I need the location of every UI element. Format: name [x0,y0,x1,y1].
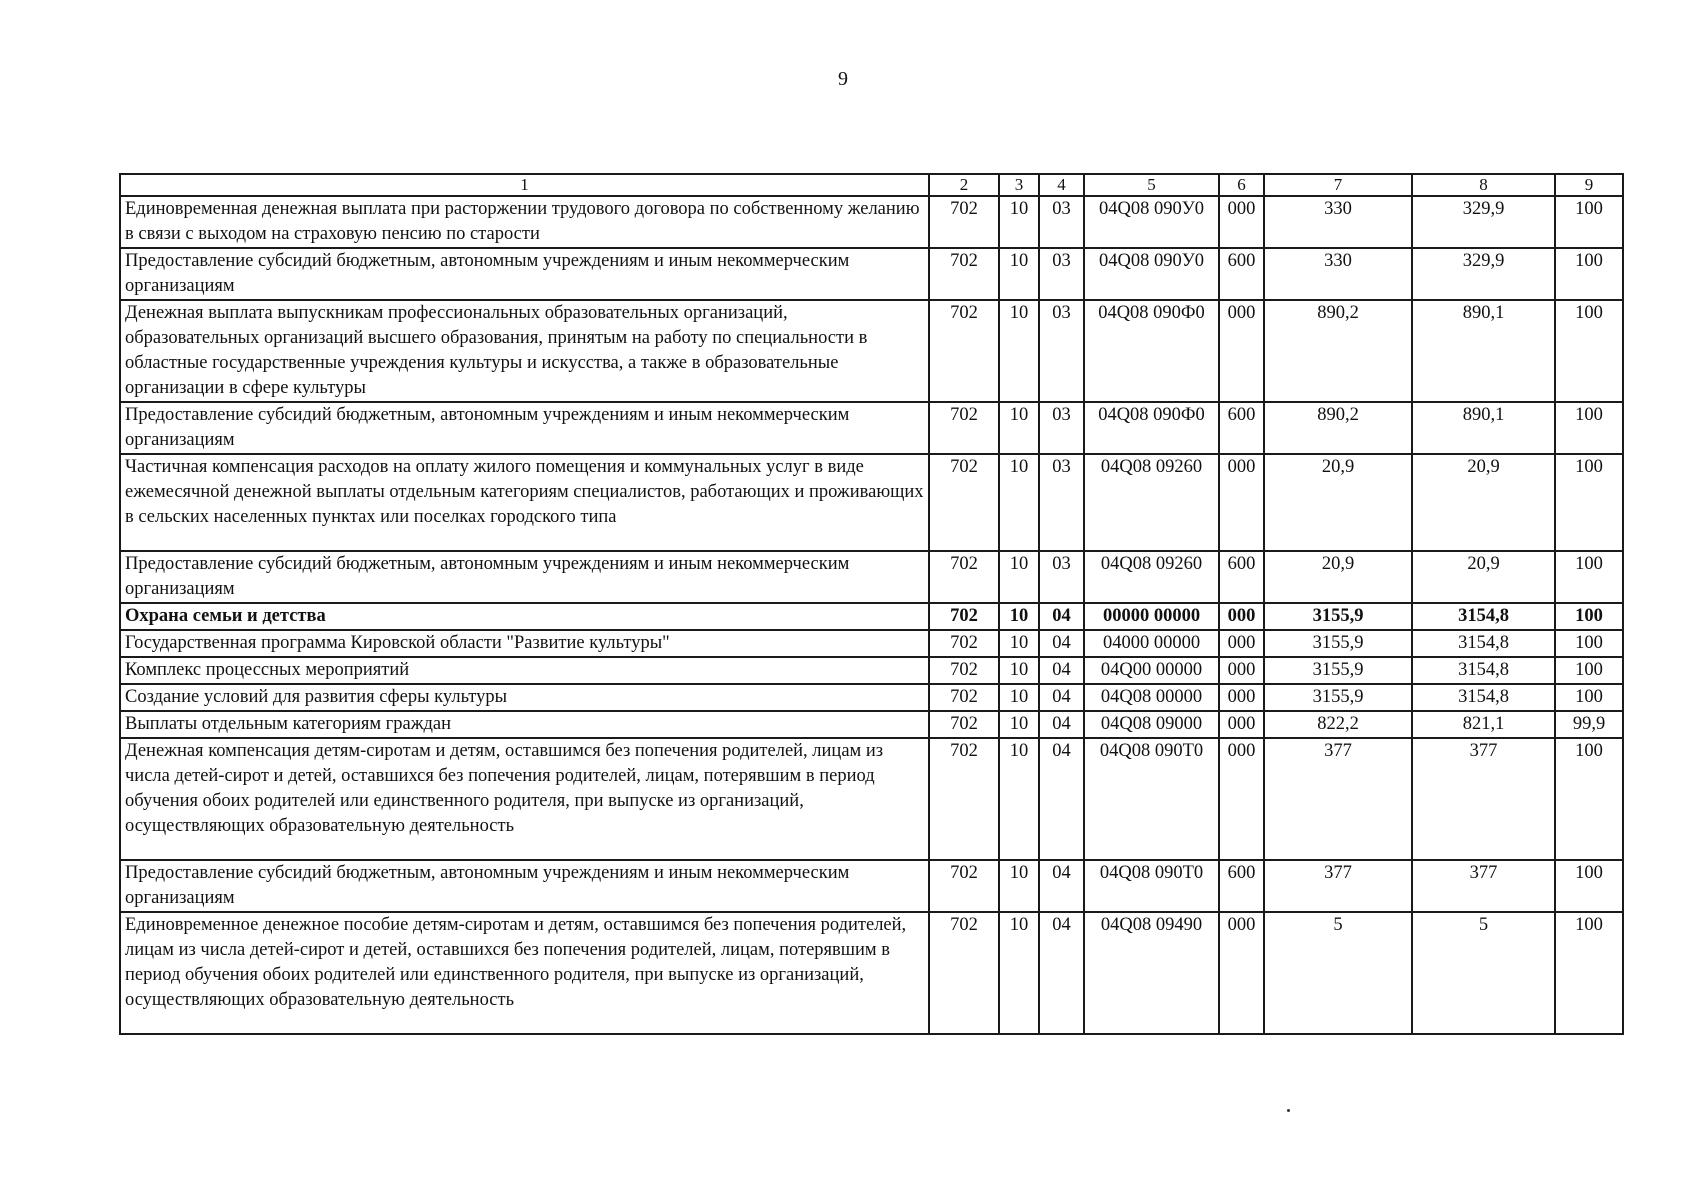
table-row [120,860,1623,912]
row-name: Выплаты отдельным категориям граждан [120,711,929,738]
row-section-code: 10 [999,402,1039,454]
row-expense-type-code: 600 [1219,402,1264,454]
row-target-code: 04Q08 090Ф0 [1084,300,1219,402]
row-planned-amount: 330 [1264,196,1412,248]
row-target-code: 04Q08 090Т0 [1084,860,1219,912]
row-name: Частичная компенсация расходов на оплату жилого помещения и коммунальных услуг в виде ежемесячной денежной выплаты отдельным категориям специалистов, работающих и проживающих в сельских населенных пунктах или поселках городского типа [120,454,929,551]
table-row [120,248,1623,300]
row-subsection-code: 04 [1039,657,1084,684]
row-target-code: 04Q08 090Ф0 [1084,402,1219,454]
row-name: Охрана семьи и детства [120,603,929,630]
row-target-code: 04Q08 090Т0 [1084,738,1219,860]
table-row [120,738,1623,860]
row-subsection-code: 04 [1039,630,1084,657]
row-percent: 100 [1555,300,1623,402]
table-row [120,657,1623,684]
page-number: 9 [838,68,848,90]
table-row [120,300,1623,402]
row-ministry-code: 702 [929,603,999,630]
row-subsection-code: 04 [1039,912,1084,1034]
row-actual-amount: 3154,8 [1412,603,1555,630]
row-target-code: 04Q08 090У0 [1084,248,1219,300]
row-name: Единовременная денежная выплата при расторжении трудового договора по собственному желанию в связи с выходом на страховую пенсию по старости [120,196,929,248]
row-subsection-code: 04 [1039,860,1084,912]
row-expense-type-code: 600 [1219,248,1264,300]
row-expense-type-code: 000 [1219,738,1264,860]
budget-table [119,173,1624,1035]
row-target-code: 00000 00000 [1084,603,1219,630]
row-section-code: 10 [999,738,1039,860]
row-planned-amount: 377 [1264,860,1412,912]
row-expense-type-code: 000 [1219,912,1264,1034]
row-percent: 100 [1555,738,1623,860]
row-target-code: 04Q08 00000 [1084,684,1219,711]
row-percent: 100 [1555,454,1623,551]
row-percent: 100 [1555,248,1623,300]
header-cell: 2 [929,174,999,196]
row-subsection-code: 03 [1039,196,1084,248]
row-subsection-code: 04 [1039,684,1084,711]
row-section-code: 10 [999,300,1039,402]
row-ministry-code: 702 [929,454,999,551]
row-percent: 100 [1555,551,1623,603]
row-planned-amount: 377 [1264,738,1412,860]
row-section-code: 10 [999,630,1039,657]
row-expense-type-code: 600 [1219,860,1264,912]
row-ministry-code: 702 [929,300,999,402]
row-section-code: 10 [999,248,1039,300]
row-subsection-code: 03 [1039,454,1084,551]
row-name: Комплекс процессных мероприятий [120,657,929,684]
row-percent: 100 [1555,684,1623,711]
row-expense-type-code: 000 [1219,711,1264,738]
row-section-code: 10 [999,860,1039,912]
header-cell: 9 [1555,174,1623,196]
row-subsection-code: 04 [1039,603,1084,630]
row-name: Предоставление субсидий бюджетным, автономным учреждениям и иным некоммерческим организациям [120,860,929,912]
header-cell: 5 [1084,174,1219,196]
scan-speck [1287,1109,1290,1112]
row-actual-amount: 20,9 [1412,551,1555,603]
row-name: Предоставление субсидий бюджетным, автономным учреждениям и иным некоммерческим организациям [120,248,929,300]
row-ministry-code: 702 [929,630,999,657]
row-planned-amount: 330 [1264,248,1412,300]
header-cell: 1 [120,174,929,196]
row-expense-type-code: 000 [1219,630,1264,657]
row-actual-amount: 890,1 [1412,402,1555,454]
row-section-code: 10 [999,684,1039,711]
row-planned-amount: 890,2 [1264,402,1412,454]
row-percent: 99,9 [1555,711,1623,738]
row-target-code: 04Q08 09000 [1084,711,1219,738]
row-percent: 100 [1555,603,1623,630]
row-ministry-code: 702 [929,860,999,912]
row-section-code: 10 [999,196,1039,248]
row-actual-amount: 3154,8 [1412,630,1555,657]
row-actual-amount: 890,1 [1412,300,1555,402]
table-row [120,912,1623,1034]
row-section-code: 10 [999,603,1039,630]
row-actual-amount: 5 [1412,912,1555,1034]
row-section-code: 10 [999,551,1039,603]
row-actual-amount: 377 [1412,860,1555,912]
row-subsection-code: 04 [1039,711,1084,738]
row-section-code: 10 [999,657,1039,684]
row-target-code: 04Q08 09490 [1084,912,1219,1034]
row-ministry-code: 702 [929,684,999,711]
row-expense-type-code: 000 [1219,300,1264,402]
row-subsection-code: 03 [1039,300,1084,402]
row-ministry-code: 702 [929,711,999,738]
row-expense-type-code: 000 [1219,657,1264,684]
row-ministry-code: 702 [929,248,999,300]
row-name: Денежная компенсация детям-сиротам и детям, оставшимся без попечения родителей, лицам из числа детей-сирот и детей, оставшихся без попечения родителей, лицам, потерявшим в период обучения обоих родителей или единственного родителя, при выпуске из организаций, осуществляющих образовательную деятельность [120,738,929,860]
row-target-code: 04000 00000 [1084,630,1219,657]
header-cell: 8 [1412,174,1555,196]
row-actual-amount: 329,9 [1412,196,1555,248]
row-percent: 100 [1555,196,1623,248]
row-name: Предоставление субсидий бюджетным, автономным учреждениям и иным некоммерческим организациям [120,551,929,603]
row-subsection-code: 03 [1039,551,1084,603]
row-ministry-code: 702 [929,738,999,860]
row-planned-amount: 5 [1264,912,1412,1034]
row-section-code: 10 [999,711,1039,738]
row-name: Предоставление субсидий бюджетным, автономным учреждениям и иным некоммерческим организациям [120,402,929,454]
row-subsection-code: 04 [1039,738,1084,860]
row-section-code: 10 [999,912,1039,1034]
table-row [120,630,1623,657]
row-planned-amount: 890,2 [1264,300,1412,402]
header-cell: 3 [999,174,1039,196]
row-planned-amount: 3155,9 [1264,630,1412,657]
row-subsection-code: 03 [1039,248,1084,300]
row-ministry-code: 702 [929,912,999,1034]
row-percent: 100 [1555,630,1623,657]
row-subsection-code: 03 [1039,402,1084,454]
row-percent: 100 [1555,402,1623,454]
header-cell: 7 [1264,174,1412,196]
row-expense-type-code: 000 [1219,684,1264,711]
row-name: Денежная выплата выпускникам профессиональных образовательных организаций, образовательных организаций высшего образования, принятым на работу по специальности в областные государственные учреждения культуры и искусства, а также в образовательные организации в сфере культуры [120,300,929,402]
table-row [120,551,1623,603]
table-row [120,684,1623,711]
row-name: Создание условий для развития сферы культуры [120,684,929,711]
row-actual-amount: 377 [1412,738,1555,860]
row-target-code: 04Q08 09260 [1084,551,1219,603]
row-actual-amount: 3154,8 [1412,684,1555,711]
row-expense-type-code: 600 [1219,551,1264,603]
row-percent: 100 [1555,912,1623,1034]
row-actual-amount: 821,1 [1412,711,1555,738]
table-row [120,711,1623,738]
table-header-row [120,174,1623,196]
row-planned-amount: 3155,9 [1264,657,1412,684]
row-target-code: 04Q00 00000 [1084,657,1219,684]
row-ministry-code: 702 [929,402,999,454]
row-planned-amount: 3155,9 [1264,684,1412,711]
row-expense-type-code: 000 [1219,454,1264,551]
row-target-code: 04Q08 090У0 [1084,196,1219,248]
row-name: Государственная программа Кировской области "Развитие культуры" [120,630,929,657]
row-actual-amount: 20,9 [1412,454,1555,551]
row-planned-amount: 3155,9 [1264,603,1412,630]
row-percent: 100 [1555,657,1623,684]
row-ministry-code: 702 [929,196,999,248]
row-percent: 100 [1555,860,1623,912]
header-cell: 4 [1039,174,1084,196]
table-row [120,402,1623,454]
row-planned-amount: 822,2 [1264,711,1412,738]
row-planned-amount: 20,9 [1264,551,1412,603]
row-expense-type-code: 000 [1219,603,1264,630]
row-ministry-code: 702 [929,551,999,603]
row-expense-type-code: 000 [1219,196,1264,248]
row-name: Единовременное денежное пособие детям-сиротам и детям, оставшимся без попечения родителей, лицам из числа детей-сирот и детей, оставшихся без попечения родителей, лицам, потерявшим в период обучения обоих родителей или единственного родителя, при выпуске из организаций, осуществляющих образовательную деятельность [120,912,929,1034]
row-target-code: 04Q08 09260 [1084,454,1219,551]
row-section-code: 10 [999,454,1039,551]
table-row [120,603,1623,630]
row-actual-amount: 329,9 [1412,248,1555,300]
table-row [120,196,1623,248]
row-actual-amount: 3154,8 [1412,657,1555,684]
row-ministry-code: 702 [929,657,999,684]
row-planned-amount: 20,9 [1264,454,1412,551]
table-row [120,454,1623,551]
header-cell: 6 [1219,174,1264,196]
